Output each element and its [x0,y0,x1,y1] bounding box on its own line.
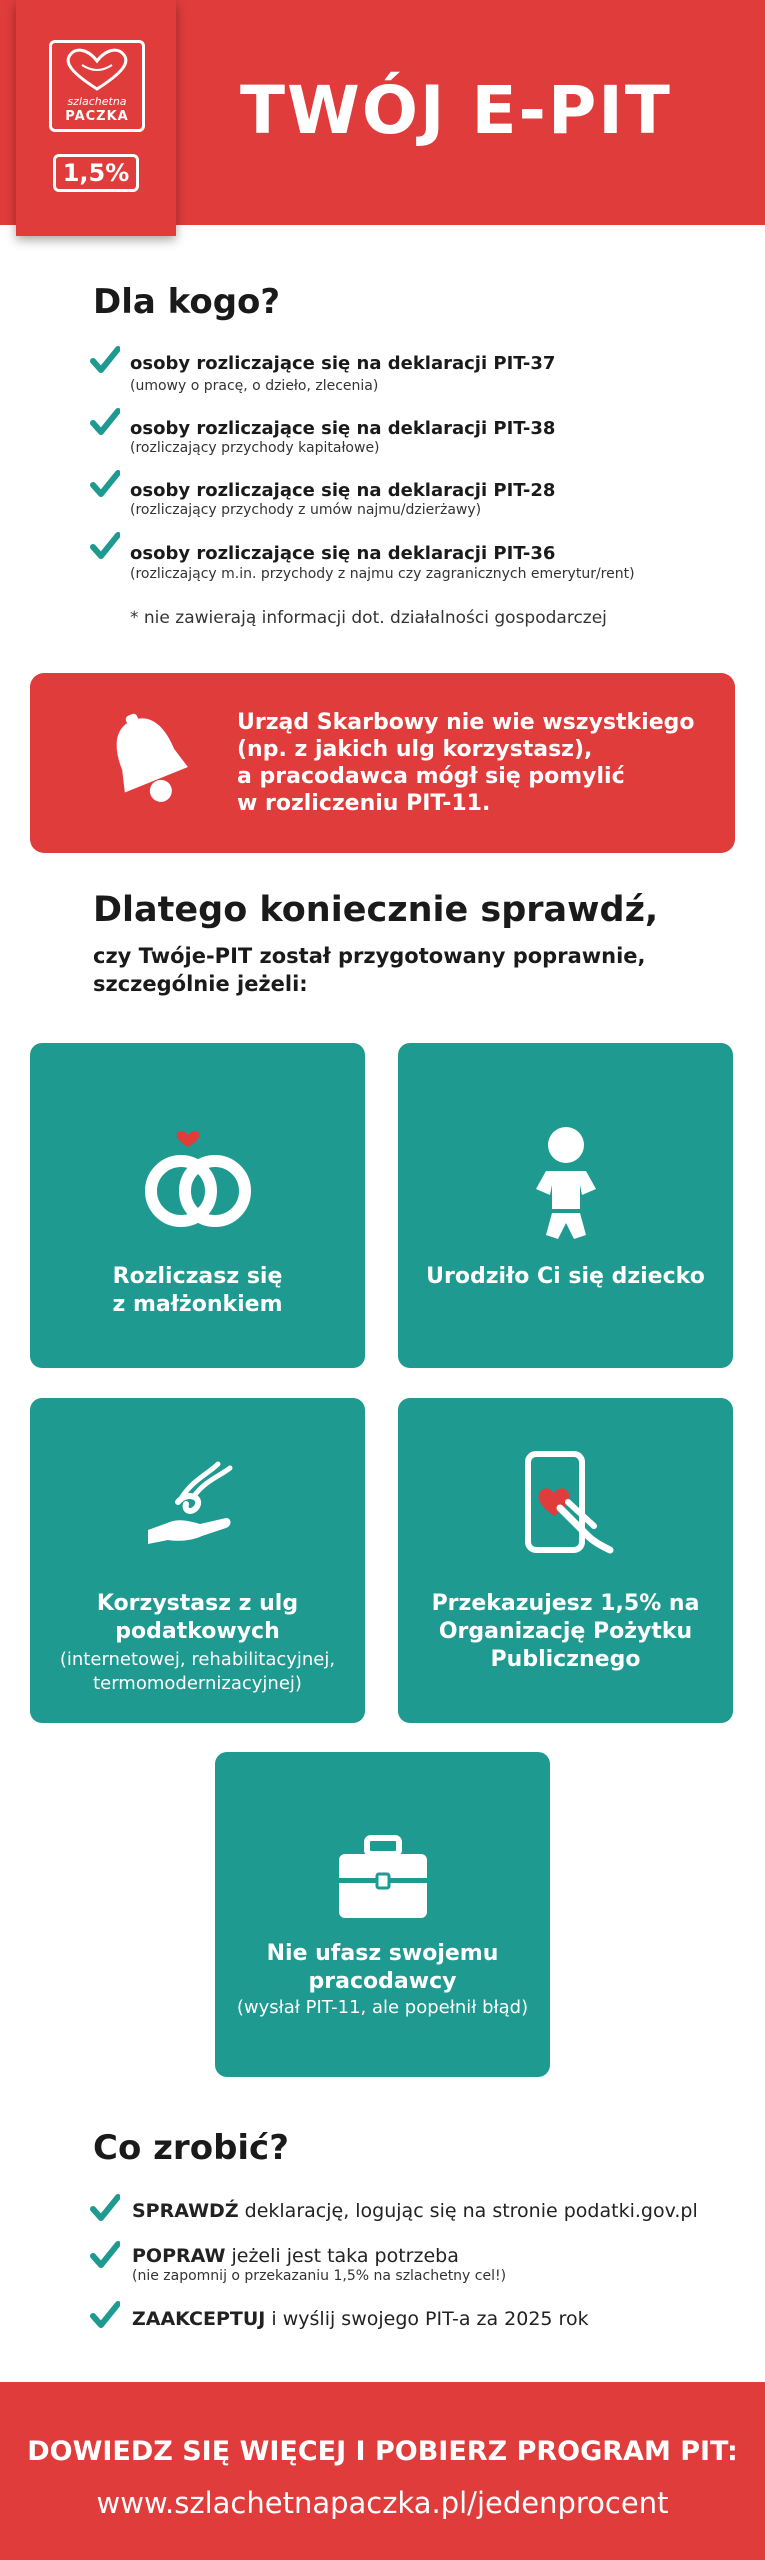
footer-banner [0,2382,765,2560]
action-verb: SPRAWDŹ [132,2200,239,2222]
check-icon [90,469,120,499]
action-item [132,2200,698,2222]
card-sub: (wysłał PIT-11, ale popełnił błąd) [236,1997,529,2018]
who-item-sub: (umowy o pracę, o dzieło, zlecenia) [130,378,379,394]
bell-icon [100,709,200,819]
alert-line: Urząd Skarbowy nie wie wszystkiego [237,710,695,735]
check-icon [90,531,120,561]
logo-line1: szlachetna [67,95,127,108]
check-icon [90,407,120,437]
alert-box [30,673,735,853]
card-label: podatkowych [115,1619,280,1644]
footer-cta: DOWIEDZ SIĘ WIĘCEJ I POBIERZ PROGRAM PIT: [27,2436,738,2467]
who-item-sub: (rozliczający m.in. przychody z najmu czy zagranicznych emerytur/rent) [130,566,635,582]
card-donation [398,1398,733,1723]
check-icon [90,345,120,375]
who-item-title: osoby rozliczające się na deklaracji PIT-38 [130,418,556,439]
actions-heading: Co zrobić? [93,2128,289,2168]
card-label: Nie ufasz swojemu [266,1941,499,1966]
alert-line: w rozliczeniu PIT-11. [237,791,491,816]
check-subheading: czy Twóje-PIT został przygotowany poprawnie, [93,944,646,968]
wedding-rings-icon [133,1125,263,1235]
briefcase-icon [333,1834,433,1924]
who-item-sub: (rozliczający przychody kapitałowe) [130,440,380,456]
action-item [132,2245,459,2267]
card-relief [30,1398,365,1723]
alert-line: a pracodawca mógł się pomylić [237,764,625,789]
who-item-title: osoby rozliczające się na deklaracji PIT-37 [130,353,556,374]
hand-relief-icon [140,1450,250,1560]
who-item-title: osoby rozliczające się na deklaracji PIT-28 [130,480,556,501]
footer-url-link[interactable]: www.szlachetnapaczka.pl/jedenprocent [96,2486,669,2520]
action-text: deklarację, logując się na stronie podatki.gov.pl [238,2200,698,2222]
phone-heart-icon [510,1450,620,1560]
logo-percent: 1,5% [53,154,139,192]
logo[interactable] [16,0,176,236]
card-sub: (internetowej, rehabilitacyjnej, [59,1649,336,1670]
heart-icon [52,45,142,95]
card-sub: termomodernizacyjnej) [93,1673,302,1694]
check-subheading: szczególnie jeżeli: [93,972,308,996]
check-icon [90,2193,120,2223]
card-label: z małżonkiem [112,1292,283,1317]
logo-line2: PACZKA [65,109,129,124]
baby-icon [516,1123,616,1253]
action-item [132,2308,589,2330]
alert-line: (np. z jakich ulg korzystasz), [237,737,593,762]
card-label: Rozliczasz się [112,1264,283,1289]
header-banner [0,0,765,225]
card-label: pracodawcy [308,1969,457,1994]
alert-text [237,709,697,817]
who-heading: Dla kogo? [93,282,281,322]
logo-box [49,40,145,132]
action-sub: (nie zapomnij o przekazaniu 1,5% na szlachetny cel!) [132,2268,507,2284]
card-label: Urodziło Ci się dziecko [426,1264,705,1289]
action-verb: ZAAKCEPTUJ [132,2308,266,2330]
action-text: i wyślij swojego PIT-a za 2025 rok [265,2308,589,2330]
check-heading: Dlatego koniecznie sprawdź, [93,890,659,930]
check-icon [90,2300,120,2330]
page-title: TWÓJ E-PIT [240,72,672,149]
who-item-title: osoby rozliczające się na deklaracji PIT-36 [130,543,556,564]
card-employer [215,1752,550,2077]
card-label: Przekazujesz 1,5% na [431,1591,700,1616]
card-label: Organizację Pożytku [438,1619,693,1644]
who-note: * nie zawierają informacji dot. działalności gospodarczej [130,608,607,628]
action-text: jeżeli jest taka potrzeba [225,2245,459,2267]
action-verb: POPRAW [132,2245,226,2267]
who-item-sub: (rozliczający przychody z umów najmu/dzierżawy) [130,502,482,518]
card-label: Korzystasz z ulg [96,1591,299,1616]
card-spouse [30,1043,365,1368]
card-label: Publicznego [490,1647,641,1672]
card-child [398,1043,733,1368]
check-icon [90,2240,120,2270]
